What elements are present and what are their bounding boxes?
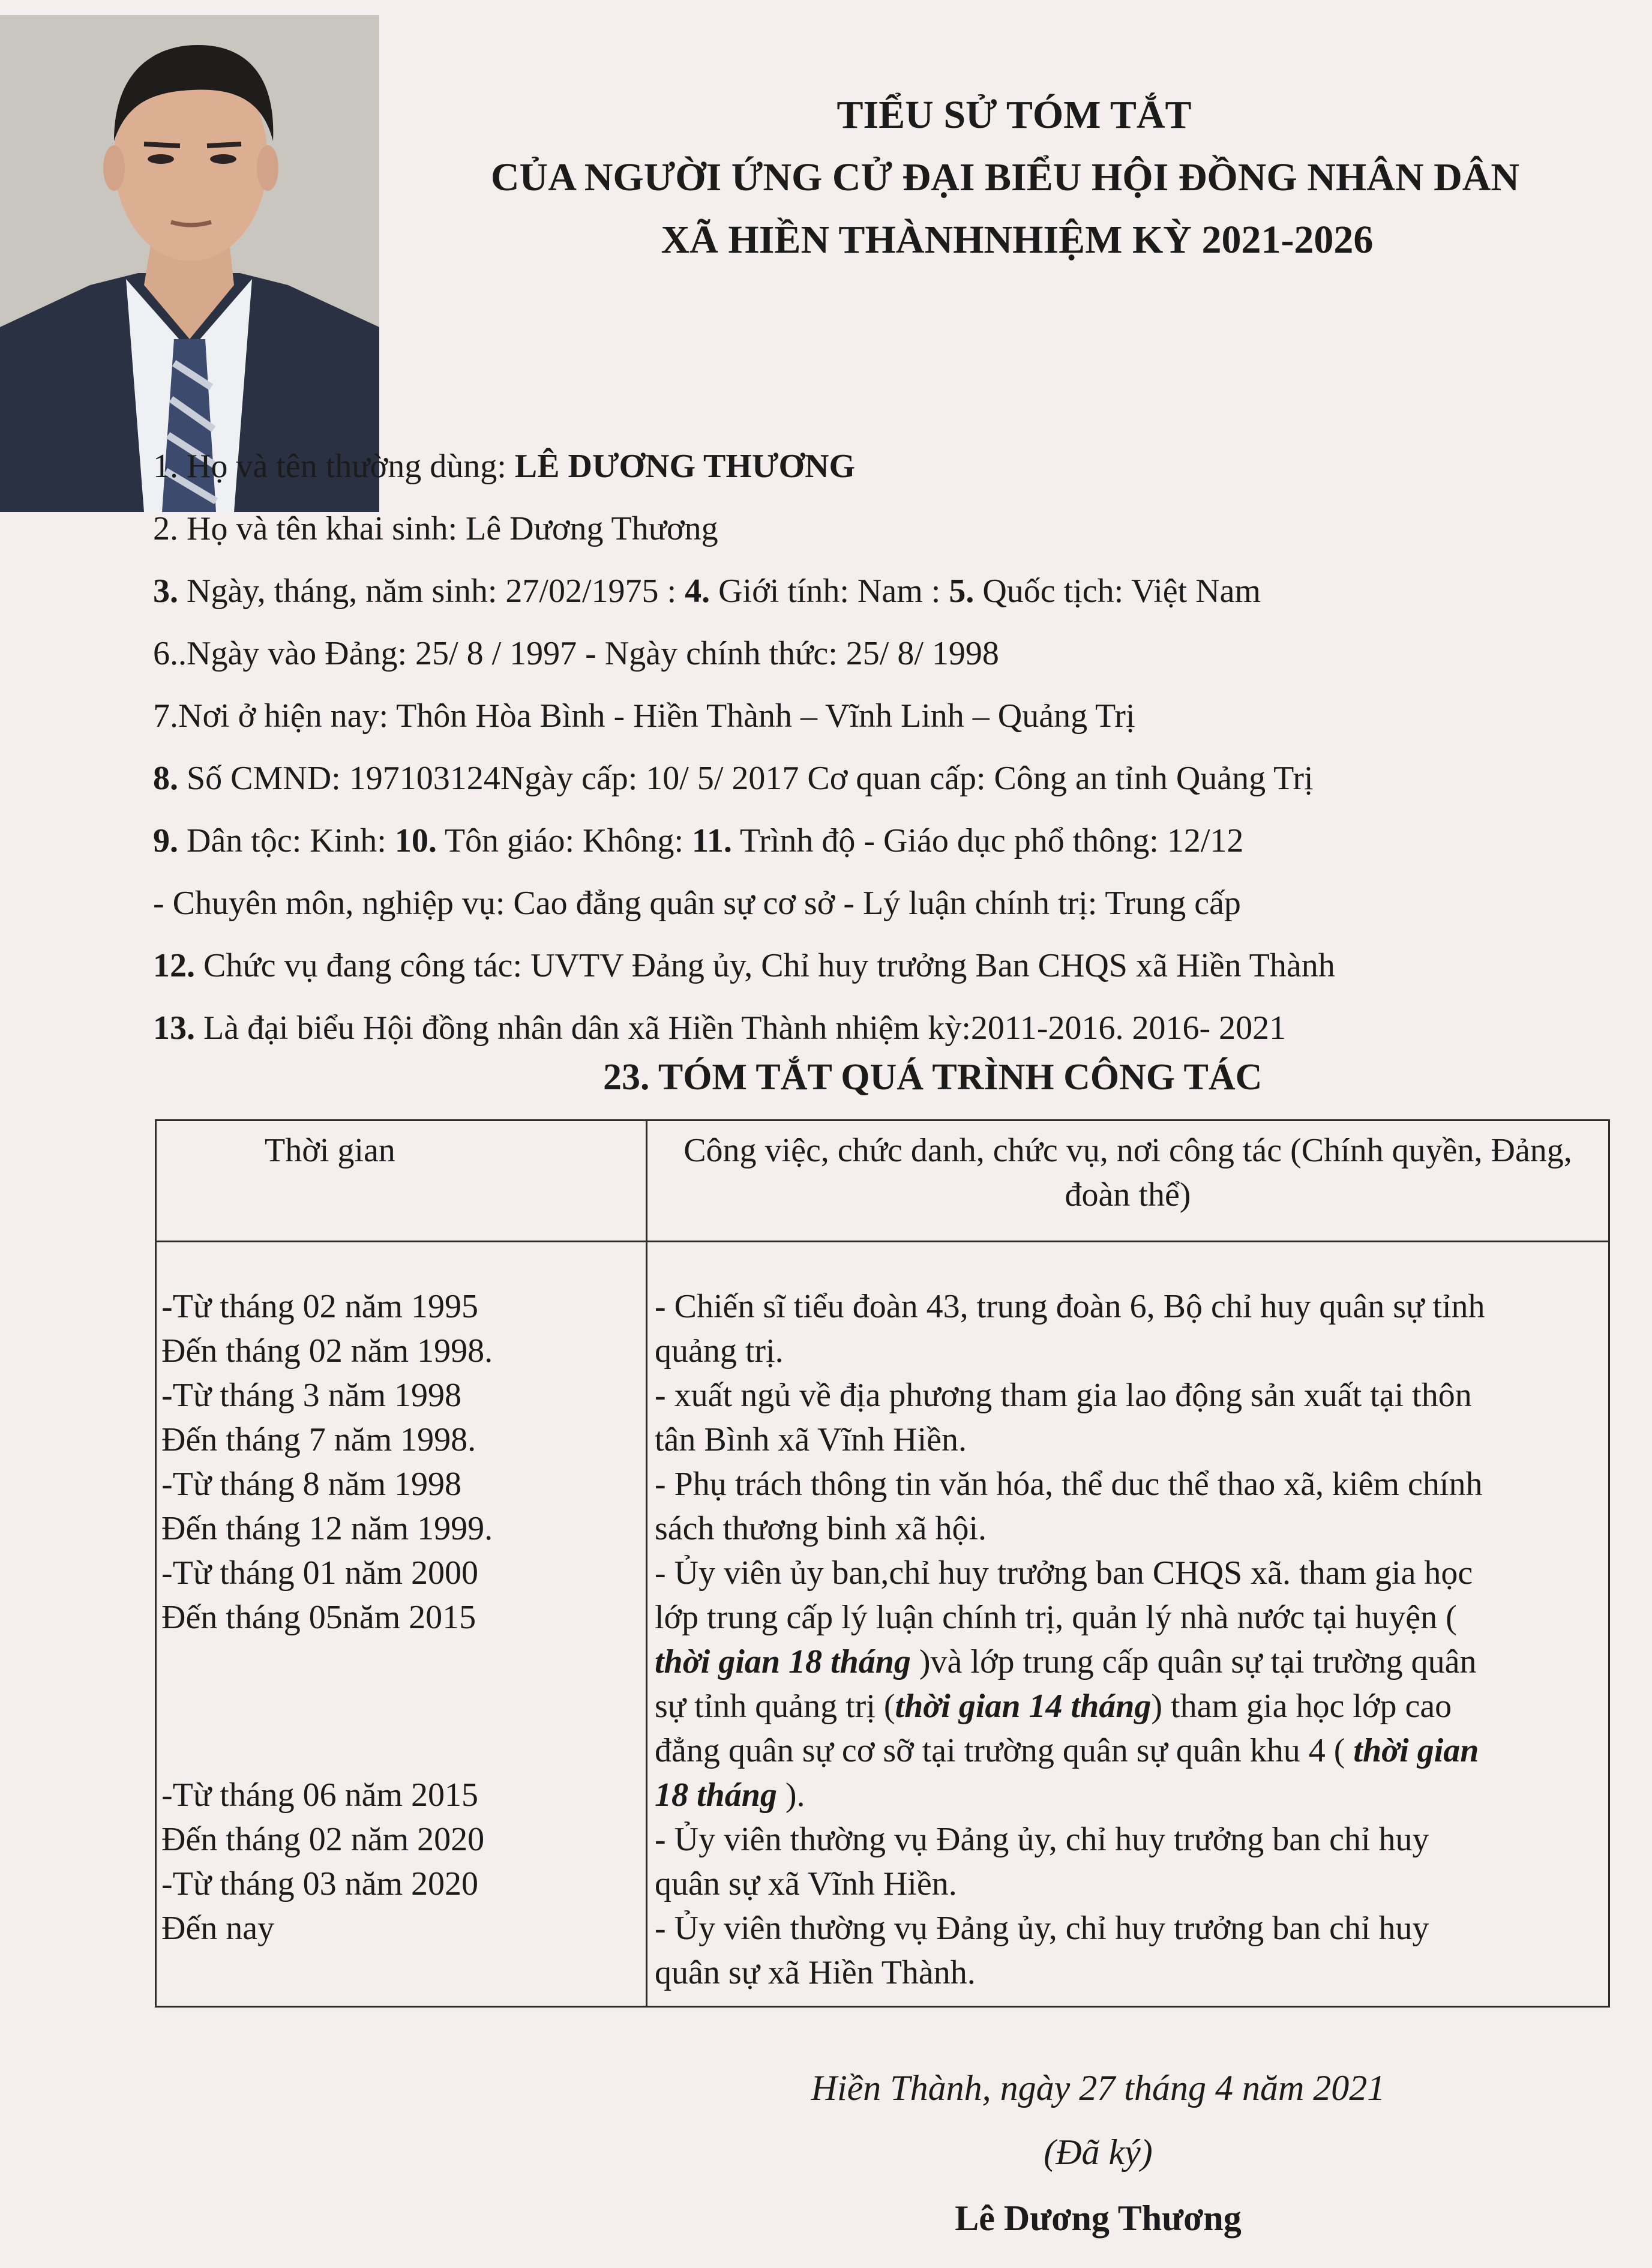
table-header-row: [156, 1120, 1609, 1242]
info-row-profession: - Chuyên môn, nghiệp vụ: Cao đẳng quân sự cơ sở - Lý luận chính trị: Trung cấp: [153, 885, 1241, 922]
table-row: [156, 1242, 1609, 2007]
info-row-birth-name: 2. Họ và tên khai sinh: Lê Dương Thương: [153, 510, 718, 547]
time-entry: -Từ tháng 3 năm 1998 Đến tháng 7 năm 1998.: [161, 1377, 476, 1458]
title-line-3: XÃ HIỀN THÀNHNHIỆM KỲ 2021-2026: [661, 218, 1374, 262]
work-entry: - Ủy viên ủy ban,chỉ huy trưởng ban CHQS xã. tham gia học lớp trung cấp lý luận chính trị, quản lý nhà nước tại huyện ( thời gian 18 tháng )và lớp trung cấp quân sự tại trường quân sự tỉnh quảng trị (thời gian 14 tháng) tham gia học lớp cao đẳng quân sự cơ sỡ tại trường quân sự quân khu 4 ( thời gian 18 tháng ).: [655, 1554, 1479, 1814]
personal-info: [153, 435, 1593, 1059]
work-entry: - Chiến sĩ tiểu đoàn 43, trung đoàn 6, Bộ chỉ huy quân sự tỉnh quảng trị.: [655, 1288, 1485, 1370]
time-entry: -Từ tháng 02 năm 1995 Đến tháng 02 năm 1998.: [161, 1288, 493, 1370]
time-entry: -Từ tháng 8 năm 1998 Đến tháng 12 năm 1999.: [161, 1466, 493, 1547]
work-entry: - Ủy viên thường vụ Đảng ủy, chỉ huy trưởng ban chỉ huy quân sự xã Hiền Thành.: [655, 1910, 1429, 1991]
info-row-delegate-terms: 13. Là đại biểu Hội đồng nhân dân xã Hiền Thành nhiệm kỳ:2011-2016. 2016- 2021: [153, 1009, 1287, 1047]
title-line-2: CỦA NGƯỜI ỨNG CỬ ĐẠI BIỂU HỘI ĐỒNG NHÂN DÂN: [490, 155, 1520, 199]
work-history-title: 23. TÓM TẮT QUÁ TRÌNH CÔNG TÁC: [603, 1057, 1263, 1098]
common-name-value: LÊ DƯƠNG THƯƠNG: [514, 448, 856, 485]
info-row-common-name: 1. Họ và tên thường dùng: LÊ DƯƠNG THƯƠNG: [153, 448, 856, 485]
column-header-time: Thời gian: [156, 1120, 647, 1242]
signed-note: (Đã ký): [1044, 2132, 1153, 2172]
info-row-party-date: 6..Ngày vào Đảng: 25/ 8 / 1997 - Ngày chính thức: 25/ 8/ 1998: [153, 635, 999, 672]
time-entry: -Từ tháng 06 năm 2015 Đến tháng 02 năm 2020: [161, 1776, 485, 1858]
work-entry: - Phụ trách thông tin văn hóa, thể duc thể thao xã, kiêm chính sách thương binh xã hội.: [655, 1466, 1483, 1547]
info-row-ethnicity-religion-education: 9. Dân tộc: Kinh: 10. Tôn giáo: Không: 11. Trình độ - Giáo dục phổ thông: 12/12: [153, 822, 1244, 859]
info-row-id-card: 8. Số CMND: 197103124Ngày cấp: 10/ 5/ 2017 Cơ quan cấp: Công an tỉnh Quảng Trị: [153, 760, 1314, 797]
column-header-work: Công việc, chức danh, chức vụ, nơi công tác (Chính quyền, Đảng, đoàn thể): [647, 1120, 1609, 1242]
info-row-birth-gender-nationality: 3. Ngày, tháng, năm sinh: 27/02/1975 : 4. Giới tính: Nam : 5. Quốc tịch: Việt Nam: [153, 573, 1261, 610]
work-column: [647, 1242, 1609, 2007]
title-line-1: TIỂU SỬ TÓM TẮT: [837, 93, 1192, 137]
document-title: [420, 84, 1590, 271]
time-entry: -Từ tháng 03 năm 2020 Đến nay: [161, 1865, 479, 1947]
work-entry: - xuất ngủ về địa phương tham gia lao động sản xuất tại thôn tân Bình xã Vĩnh Hiền.: [655, 1377, 1472, 1458]
info-row-position: 12. Chức vụ đang công tác: UVTV Đảng ủy, Chỉ huy trưởng Ban CHQS xã Hiền Thành: [153, 947, 1335, 984]
time-entry: -Từ tháng 01 năm 2000 Đến tháng 05năm 2015: [161, 1554, 479, 1636]
signer-name: Lê Dương Thương: [955, 2198, 1242, 2238]
work-history-table: [155, 1119, 1610, 2008]
info-row-residence: 7.Nơi ở hiện nay: Thôn Hòa Bình - Hiền Thành – Vĩnh Linh – Quảng Trị: [153, 697, 1135, 735]
time-column: [156, 1242, 647, 2007]
work-entry: - Ủy viên thường vụ Đảng ủy, chỉ huy trưởng ban chỉ huy quân sự xã Vĩnh Hiền.: [655, 1821, 1429, 1903]
place-and-date: Hiền Thành, ngày 27 tháng 4 năm 2021: [811, 2068, 1386, 2108]
